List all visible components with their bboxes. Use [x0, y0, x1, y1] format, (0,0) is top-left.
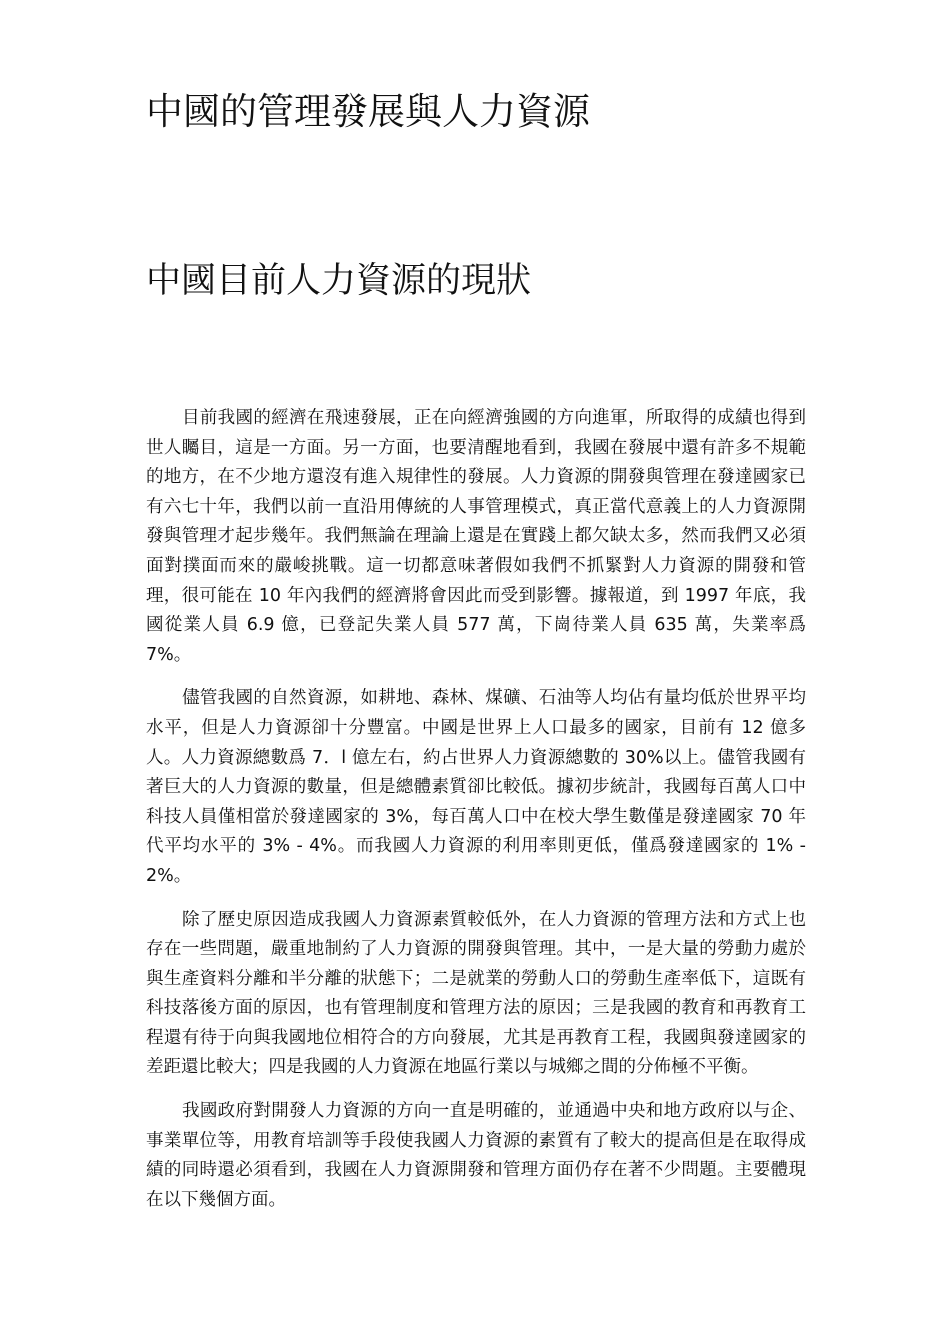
- document-title: 中國的管理發展與人力資源: [146, 90, 590, 133]
- section-title: 中國目前人力資源的現狀: [146, 261, 532, 301]
- paragraph-2: 儘管我國的自然資源，如耕地、森林、煤礦、石油等人均佔有量均低於世界平均水平，但是人力資源卻十分豐富。中國是世界上人口最多的國家，目前有 12 億多人。人力資源總數爲 7．l 億左右，約占世界人力資源總數的 30%以上。儘管我國有著巨大的人力資源的數量，但是總體素質卻比較低。據初步統計，我國每百萬人口中科技人員僅相當於發達國家的 3%，每百萬人口中在校大學生數僅是發達國家 70 年代平均水平的 3% - 4%。而我國人力資源的利用率則更低，僅爲發達國家的 1% - 2%。: [146, 688, 806, 886]
- paragraph-1: 目前我國的經濟在飛速發展，正在向經濟強國的方向進軍，所取得的成績也得到世人矚目，這是一方面。另一方面，也要清醒地看到，我國在發展中還有許多不規範的地方，在不少地方還沒有進入規律性的發展。人力資源的開發與管理在發達國家已有六七十年，我們以前一直沿用傳統的人事管理模式，真正當代意義上的人力資源開發與管理才起步幾年。我們無論在理論上還是在實踐上都欠缺太多，然而我們又必須面對撲面而來的嚴峻挑戰。這一切都意味著假如我們不抓緊對人力資源的開發和管理，很可能在 10 年內我們的經濟將會因此而受到影響。據報道，到 1997 年底，我國從業人員 6.9 億，已登記失業人員 577 萬，下崗待業人員 635 萬，失業率爲 7%。: [146, 408, 806, 665]
- paragraph-4: 我國政府對開發人力資源的方向一直是明確的，並通過中央和地方政府以与企、事業單位等，用教育培訓等手段使我國人力資源的素質有了較大的提高但是在取得成績的同時還必須看到，我國在人力資源開發和管理方面仍存在著不少問題。主要體現在以下幾個方面。: [146, 1101, 806, 1210]
- paragraph-3: 除了歷史原因造成我國人力資源素質較低外，在人力資源的管理方法和方式上也存在一些問題，嚴重地制約了人力資源的開發與管理。其中，一是大量的勞動力處於與生產資料分離和半分離的狀態下；二是就業的勞動人口的勞動生產率低下，這既有科技落後方面的原因，也有管理制度和管理方法的原因；三是我國的教育和再教育工程還有待于向與我國地位相符合的方向發展，尤其是再教育工程，我國與發達國家的差距還比較大；四是我國的人力資源在地區行業以与城鄉之間的分佈極不平衡。: [146, 909, 806, 1078]
- body-text: [146, 404, 806, 1229]
